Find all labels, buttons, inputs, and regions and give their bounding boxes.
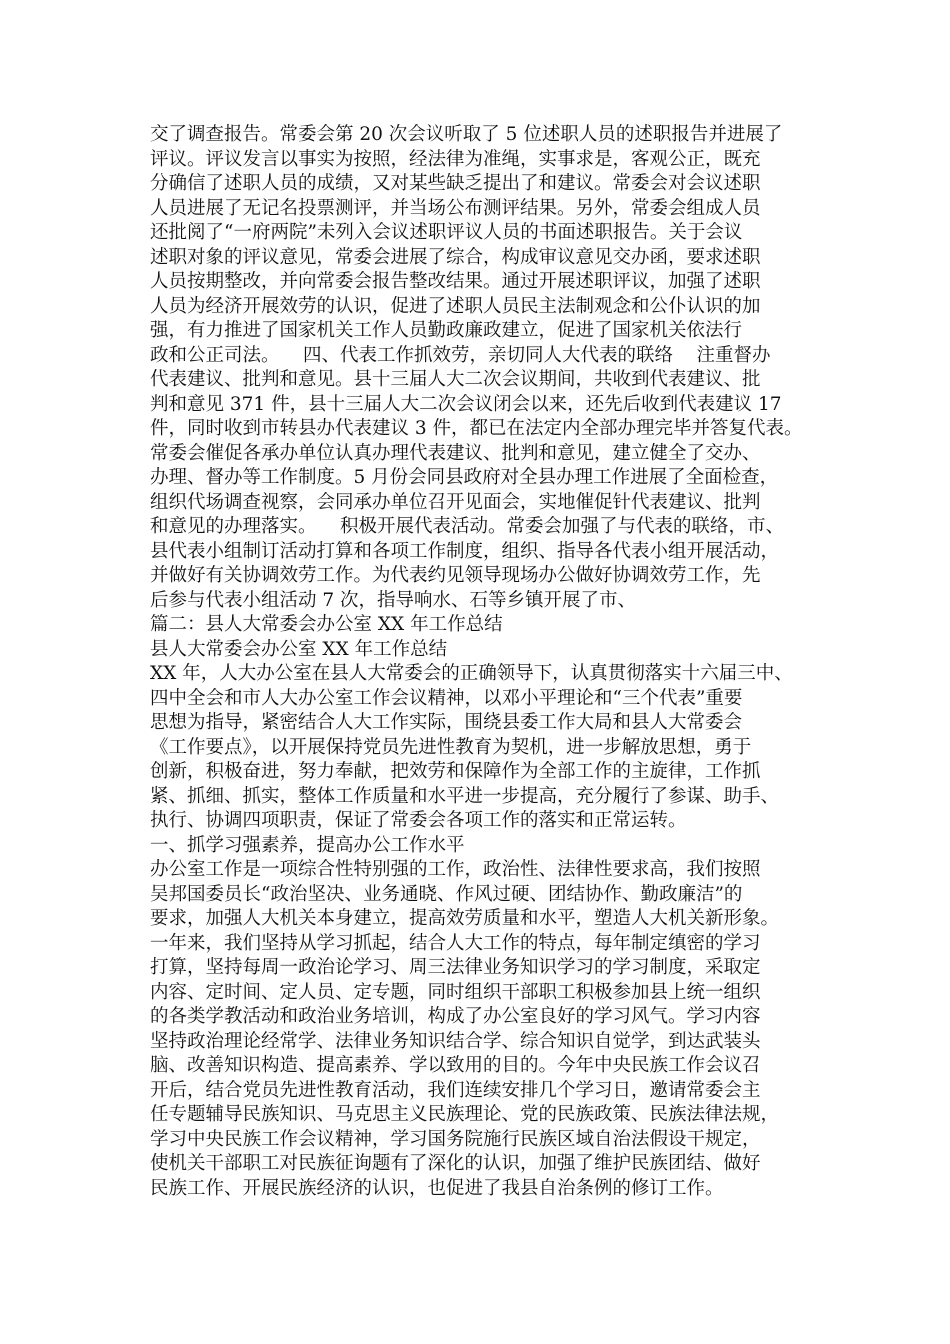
text-line: 坚持政治理论经常学、法律业务知识结合学、综合知识自觉学，到达武装头: [150, 1030, 761, 1052]
text-line: 创新，积极奋进，努力奉献，把效劳和保障作为全部工作的主旋律，工作抓: [150, 761, 761, 782]
text-line: 评议。评议发言以事实为按照，经法律为准绳，实事求是，客观公正，既充: [150, 148, 761, 170]
text-line: 分确信了述职人员的成绩，又对某些缺乏提出了和建议。常委会对会议述职: [150, 173, 761, 194]
text-line: 人员进展了无记名投票测评，并当场公布测评结果。另外，常委会组成人员: [150, 197, 761, 219]
text-line: 政和公正司法。 四、代表工作抓效劳，亲切同人大代表的联络 注重督办: [150, 344, 771, 366]
text-line: 思想为指导，紧密结合人大工作实际，围绕县委工作大局和县人大常委会: [150, 712, 743, 733]
text-line: 述职对象的评议意见，常委会进展了综合，构成审议意见交办函，要求述职: [150, 246, 761, 268]
text-line: 县代表小组制订活动打算和各项工作制度，组织、指导各代表小组开展活动，: [150, 540, 780, 562]
text-line: 脑、改善知识构造、提高素养、学以致用的目的。今年中央民族工作会议召: [150, 1055, 761, 1076]
text-line: 任专题辅导民族知识、马克思主义民族理论、党的民族政策、民族法律法规，: [150, 1104, 780, 1125]
text-line: 强，有力推进了国家机关工作人员勤政廉政建立，促进了国家机关依法行: [150, 320, 743, 341]
text-line: XX 年，人大办公室在县人大常委会的正确领导下，认真贯彻落实十六届三中、: [150, 663, 793, 684]
subsection-heading: 一、抓学习强素养，提高办公工作水平: [150, 834, 465, 856]
text-line: 一年来，我们坚持从学习抓起，结合人大工作的特点，每年制定缜密的学习: [150, 932, 761, 954]
text-line: 还批阅了“一府两院”未列入会议述职评议人员的书面述职报告。关于会议: [150, 222, 743, 243]
text-line: 吴邦国委员长“政治坚决、业务通晓、作风过硬、团结协作、勤政廉洁”的: [150, 883, 743, 905]
text-line: 开后，结合党员先进性教育活动，我们连续安排几个学习日，邀请常委会主: [150, 1079, 761, 1101]
text-line: 的各类学教活动和政治业务培训，构成了办公室良好的学习风气。学习内容: [150, 1006, 761, 1027]
text-line: 打算，坚持每周一政治论学习、周三法律业务知识学习的学习制度，采取定: [150, 957, 761, 978]
text-line: 人员按期整改，并向常委会报告整改结果。通过开展述职评议，加强了述职: [150, 271, 761, 292]
text-line: 民族工作、开展民族经济的认识，也促进了我县自治条例的修订工作。: [150, 1177, 724, 1199]
text-line: 交了调查报告。常委会第 20 次会议听取了 5 位述职人员的述职报告并进展了: [150, 124, 783, 145]
text-line: 人员为经济开展效劳的认识，促进了述职人员民主法制观念和公仆认识的加: [150, 295, 761, 317]
text-line: 使机关干部职工对民族征询题有了深化的认识，加强了维护民族团结、做好: [150, 1153, 761, 1174]
text-line: 代表建议、批判和意见。县十三届人大二次会议期间，共收到代表建议、批: [150, 369, 761, 390]
text-line: 办公室工作是一项综合性特别强的工作，政治性、法律性要求高，我们按照: [150, 859, 761, 880]
text-line: 四中全会和市人大办公室工作会议精神，以邓小平理论和“三个代表”重要: [150, 687, 743, 709]
document-body: [150, 123, 850, 1201]
text-line: 办理、督办等工作制度。5 月份会同县政府对全县办理工作进展了全面检查，: [150, 467, 779, 488]
text-line: 和意见的办理落实。 积极开展代表活动。常委会加强了与代表的联络，市、: [150, 516, 785, 537]
text-line: 后参与代表小组活动 7 次，指导响水、石等乡镇开展了市、: [150, 589, 637, 611]
text-line: 并做好有关协调效劳工作。为代表约见领导现场办公做好协调效劳工作，先: [150, 565, 761, 586]
text-line: 判和意见 371 件，县十三届人大二次会议闭会以来，还先后收到代表建议 17: [150, 393, 782, 415]
text-line: 件，同时收到市转县办代表建议 3 件，都已在法定内全部办理完毕并答复代表。: [150, 418, 803, 439]
text-line: 学习中央民族工作会议精神，学习国务院施行民族区域自治法假设干规定，: [150, 1128, 761, 1150]
section-heading: 篇二：县人大常委会办公室 XX 年工作总结: [150, 614, 503, 635]
document-title: 县人大常委会办公室 XX 年工作总结: [150, 638, 448, 660]
text-line: 紧、抓细、抓实，整体工作质量和水平进一步提高，充分履行了参谋、助手、: [150, 785, 780, 807]
text-line: 执行、协调四项职责，保证了常委会各项工作的落实和正常运转。: [150, 810, 687, 831]
text-line: 常委会催促各承办单位认真办理代表建议、批判和意见，建立健全了交办、: [150, 442, 761, 464]
text-line: 要求，加强人大机关本身建立，提高效劳质量和水平，塑造人大机关新形象。: [150, 908, 780, 929]
text-line: 《工作要点》，以开展保持党员先进性教育为契机，进一步解放思想，勇于: [150, 736, 752, 758]
text-line: 组织代场调查视察，会同承办单位召开见面会，实地催促针代表建议、批判: [150, 491, 761, 513]
text-line: 内容、定时间、定人员、定专题，同时组织干部职工积极参加县上统一组织: [150, 981, 761, 1003]
